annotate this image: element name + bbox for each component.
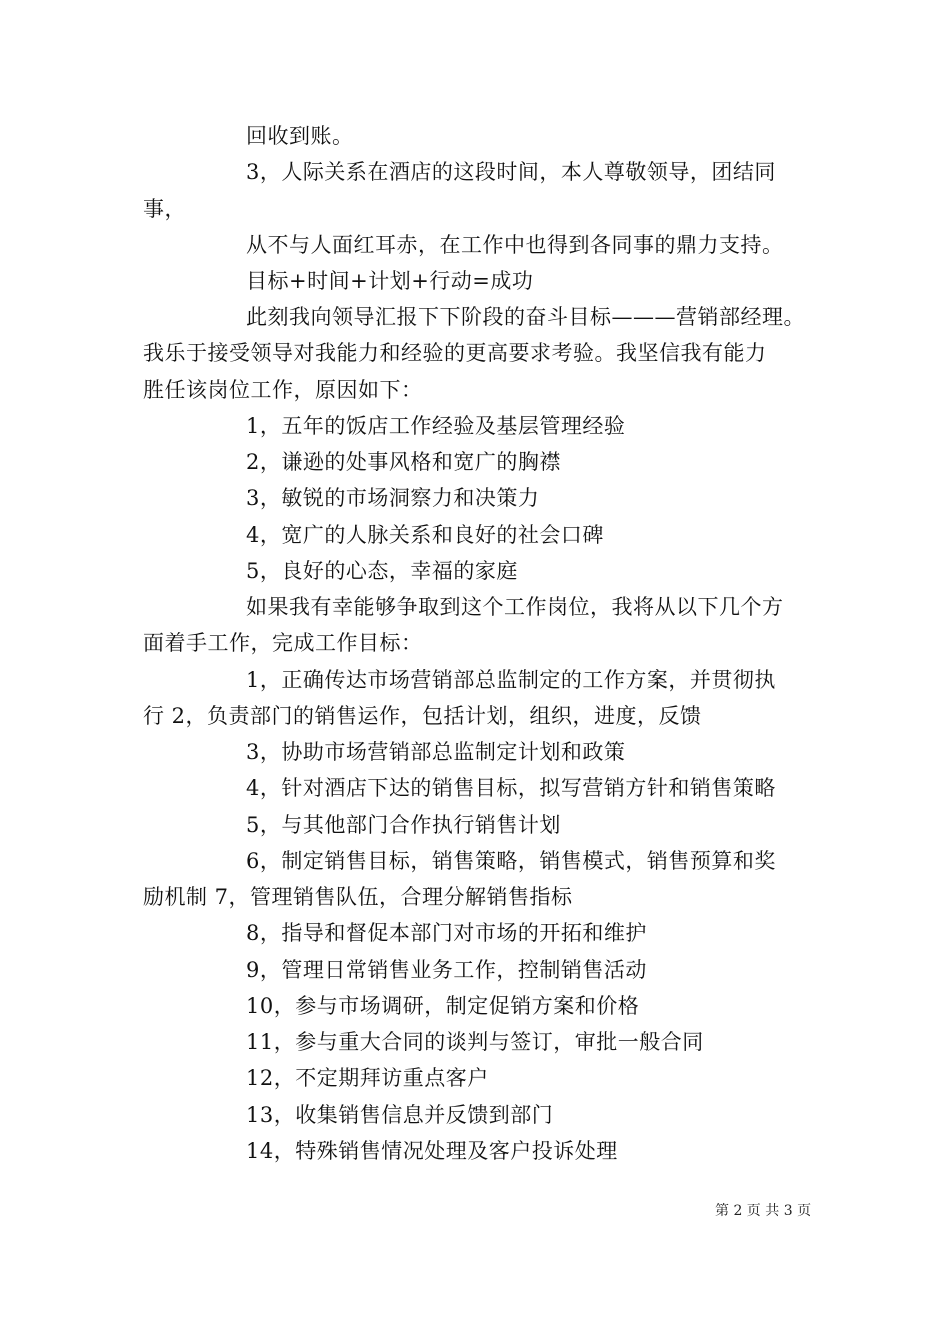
text-line: 13，收集销售信息并反馈到部门 bbox=[246, 1103, 554, 1127]
text-line: 1，五年的饭店工作经验及基层管理经验 bbox=[246, 414, 626, 438]
text-line: 4，针对酒店下达的销售目标，拟写营销方针和销售策略 bbox=[246, 776, 776, 800]
text-line: 3，敏锐的市场洞察力和决策力 bbox=[246, 486, 540, 510]
text-line: 从不与人面红耳赤，在工作中也得到各同事的鼎力支持。 bbox=[246, 233, 784, 257]
text-line: 14，特殊销售情况处理及客户投诉处理 bbox=[246, 1139, 618, 1163]
text-line: 目标+时间+计划+行动=成功 bbox=[246, 269, 534, 293]
text-line: 我乐于接受领导对我能力和经验的更高要求考验。我坚信我有能力 bbox=[143, 341, 767, 365]
text-line: 9，管理日常销售业务工作，控制销售活动 bbox=[246, 958, 647, 982]
text-line: 事， bbox=[143, 197, 186, 221]
text-line: 行 2，负责部门的销售运作，包括计划，组织，进度，反馈 bbox=[143, 704, 702, 728]
text-line: 励机制 7，管理销售队伍，合理分解销售指标 bbox=[143, 885, 573, 909]
text-line: 5，与其他部门合作执行销售计划 bbox=[246, 813, 561, 837]
text-line: 5，良好的心态，幸福的家庭 bbox=[246, 559, 518, 583]
page-number-footer: 第 2 页 共 3 页 bbox=[715, 1203, 812, 1219]
text-line: 4，宽广的人脉关系和良好的社会口碑 bbox=[246, 523, 604, 547]
text-line: 10，参与市场调研，制定促销方案和价格 bbox=[246, 994, 640, 1018]
text-line: 12，不定期拜访重点客户 bbox=[246, 1066, 489, 1090]
text-line: 此刻我向领导汇报下下阶段的奋斗目标———营销部经理。 bbox=[246, 305, 805, 329]
text-line: 3，协助市场营销部总监制定计划和政策 bbox=[246, 740, 626, 764]
text-line: 2，谦逊的处事风格和宽广的胸襟 bbox=[246, 450, 561, 474]
text-line: 8，指导和督促本部门对市场的开拓和维护 bbox=[246, 921, 647, 945]
text-line: 1，正确传达市场营销部总监制定的工作方案，并贯彻执 bbox=[246, 668, 776, 692]
text-line: 面着手工作，完成工作目标： bbox=[143, 631, 423, 655]
text-line: 回收到账。 bbox=[246, 124, 354, 148]
text-line: 3，人际关系在酒店的这段时间，本人尊敬领导，团结同 bbox=[246, 160, 776, 184]
text-line: 胜任该岗位工作，原因如下： bbox=[143, 378, 423, 402]
text-line: 11，参与重大合同的谈判与签订，审批一般合同 bbox=[246, 1030, 704, 1054]
text-line: 6，制定销售目标，销售策略，销售模式，销售预算和奖 bbox=[246, 849, 776, 873]
text-line: 如果我有幸能够争取到这个工作岗位，我将从以下几个方 bbox=[246, 595, 784, 619]
